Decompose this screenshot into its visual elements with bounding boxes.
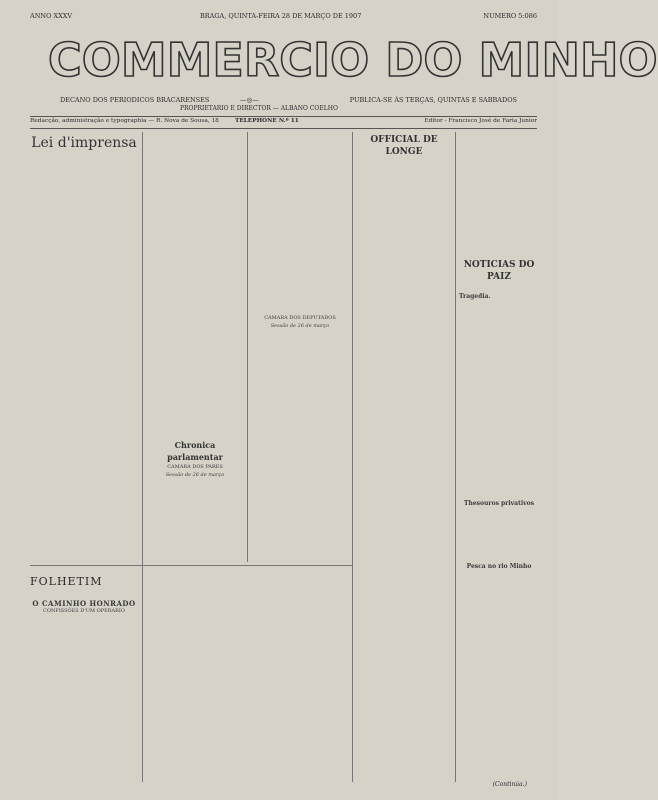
chronica-subtitle: CAMARA DOS PARES bbox=[167, 464, 223, 470]
chronica-date: Sessão de 26 de março bbox=[165, 472, 225, 478]
year-label: ANNO XXXV bbox=[30, 12, 73, 20]
camara-date: Sessão de 26 de março bbox=[270, 323, 330, 329]
thesouro-heading: Thesouros privativos bbox=[464, 500, 534, 508]
folhetim-story-title: O CAMINHO HONRADO bbox=[32, 599, 136, 608]
top-info-line bbox=[30, 12, 537, 22]
column-5 bbox=[459, 134, 539, 774]
column-rule bbox=[352, 132, 353, 782]
issue-number: NUMERO 5:086 bbox=[483, 12, 537, 20]
editor-info: Editor - Francisco José de Faria Junior bbox=[424, 118, 537, 124]
info-line bbox=[30, 116, 537, 129]
masthead-title: COMMERCIO DO MINHO bbox=[48, 33, 658, 87]
camara-deputados-title: CAMARA DOS DEPUTADOS bbox=[264, 315, 336, 321]
column-3 bbox=[251, 134, 349, 562]
noticias-title: NOTICIAS DO PAIZ bbox=[463, 260, 535, 282]
column-rule bbox=[247, 132, 248, 562]
subtitle-ornament: —◎— bbox=[240, 96, 259, 104]
folhetim-rule bbox=[30, 565, 352, 566]
folhetim-story-sub: CONFISSÕES D'UM OPERARIO bbox=[43, 608, 125, 615]
pesca-heading: Pesca no rio Minho bbox=[466, 562, 532, 570]
redaction-info: Redacção, administração e typographia — R. Nova de Sousa, 18 bbox=[30, 118, 219, 124]
folhetim-column bbox=[30, 600, 138, 780]
date-label: BRAGA, QUINTA-FEIRA 28 DE MARÇO DE 1907 bbox=[200, 12, 362, 20]
owner-line: PROPRIETARIO E DIRECTOR — ALBANO COELHO bbox=[180, 105, 338, 112]
subtitle-left: DECANO DOS PERIODICOS BRACARENSES bbox=[60, 96, 210, 104]
column-4 bbox=[356, 134, 452, 774]
column-1 bbox=[30, 134, 138, 562]
folhetim-header bbox=[30, 575, 142, 588]
tragedia-heading: Tragedia. bbox=[459, 293, 491, 300]
subtitle-right: PUBLICA-SE ÁS TERÇAS, QUINTAS E SABBADOS bbox=[349, 96, 517, 104]
official-title: OFFICIAL DE LONGE bbox=[370, 135, 438, 157]
chronica-title: Chronica parlamentar bbox=[167, 440, 223, 462]
subtitle-line bbox=[60, 96, 517, 105]
column-2 bbox=[146, 134, 244, 562]
continua-note: (Continúa.) bbox=[492, 781, 527, 788]
column-rule bbox=[455, 132, 456, 782]
column-rule bbox=[142, 132, 143, 782]
folhetim-title: FOLHETIM bbox=[30, 575, 103, 588]
lei-title: Lei d'imprensa bbox=[31, 135, 137, 151]
telephone-info: TELEPHONE N.º 11 bbox=[235, 118, 299, 124]
